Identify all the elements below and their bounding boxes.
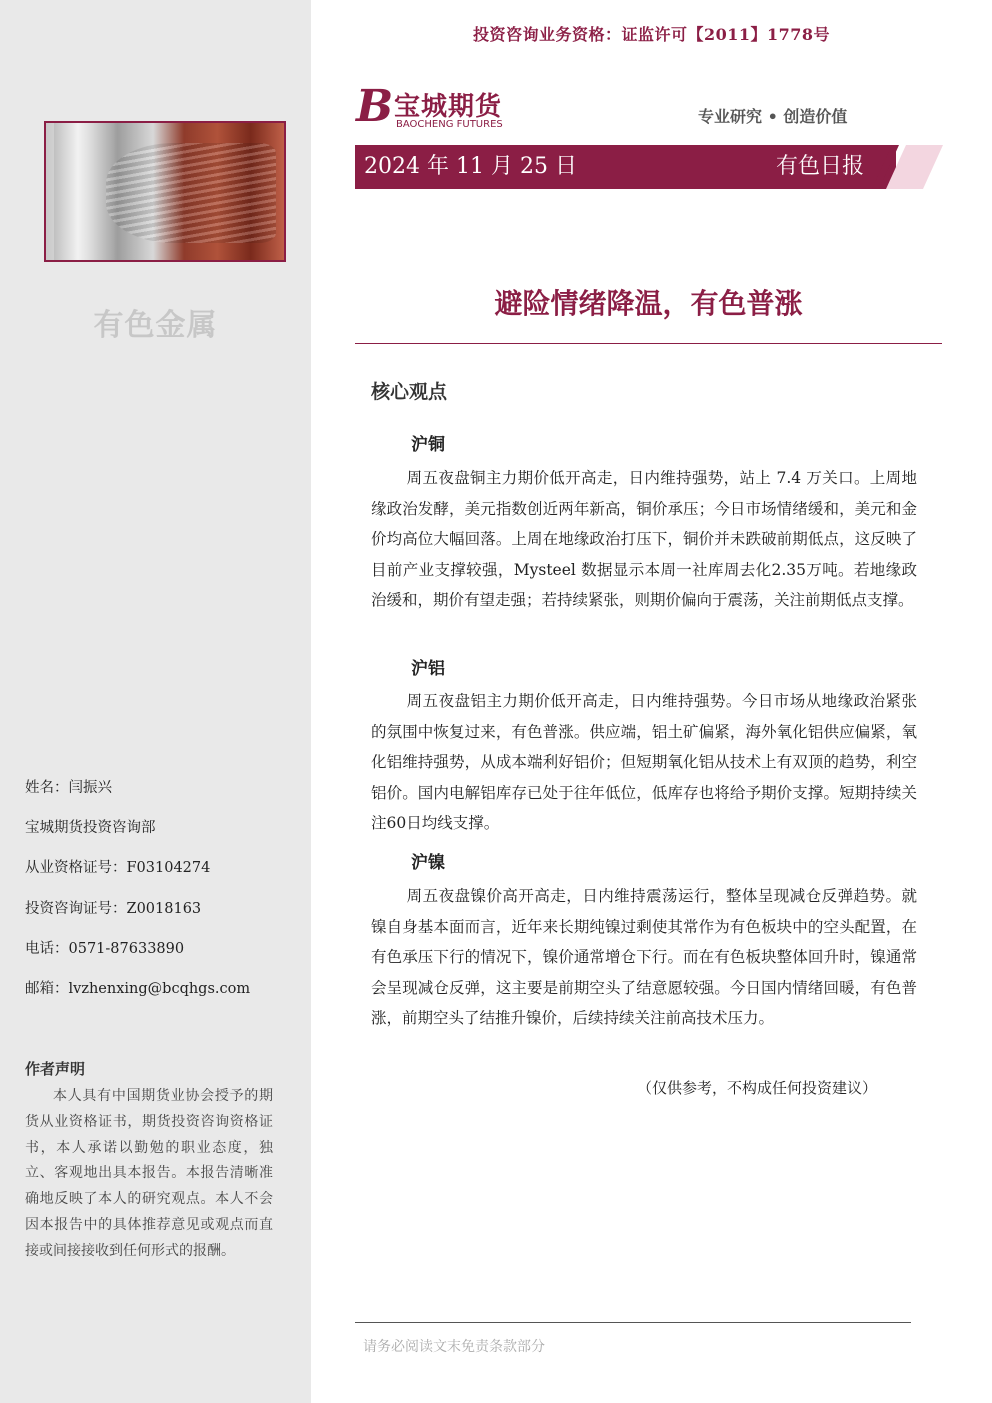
company-slogan: 专业研究 • 创造价值 (698, 107, 848, 126)
report-headline: 避险情绪降温，有色普涨 (494, 287, 803, 320)
analyst-email: 邮箱：lvzhenxing@bcqhgs.com (25, 980, 251, 997)
analyst-contact (25, 778, 250, 1019)
report-date: 2024 年 11 月 25 日 (364, 154, 577, 179)
logo-chinese-name: 宝城期货 (394, 92, 503, 122)
analyst-department: 宝城期货投资咨询部 (25, 820, 156, 837)
author-statement: 本人具有中国期货业协会授予的期货从业资格证书，期货投资咨询资格证书，本人承诺以勤勉的职业态度，独立、客观地出具本报告。本报告清晰准确地反映了本人的研究观点。本人不会因本报告中的具体推荐意见或观点而直接或间接接收到任何形式的报酬。 (25, 1088, 273, 1259)
footer-divider (355, 1322, 911, 1323)
section-text-nickel: 周五夜盘镍价高开高走，日内维持震荡运行，整体呈现减仓反弹趋势。就镍自身基本面而言，近年来长期纯镍过剩使其常作为有色板块中的空头配置，在有色承压下行的情况下，镍价通常增仓下行。而在有色板块整体回升时，镍通常会呈现减仓反弹，这主要是前期空头了结意愿较强。今日国内情绪回暖，有色普涨，前期空头了结推升镍价，后续持续关注前高技术压力。 (371, 887, 917, 1028)
section-text-aluminum: 周五夜盘铝主力期价低开高走，日内维持强势。今日市场从地缘政治紧张的氛围中恢复过来，有色普涨。供应端，铝土矿偏紧，海外氧化铝供应偏紧，氧化铝维持强势，从成本端利好铝价；但短期氧化铝从技术上有双顶的趋势，利空铝价。国内电解铝库存已处于往年低位，低库存也将给予期价支撑。短期持续关注60日均线支撑。 (371, 692, 917, 833)
report-banner (355, 145, 896, 189)
logo-mark-icon: B (356, 81, 394, 132)
sidebar (0, 0, 311, 1403)
qualification-line: 投资咨询业务资格：证监许可【2011】1778号 (472, 25, 831, 44)
analyst-name: 姓名：闫振兴 (25, 780, 112, 796)
cover-image-copper-coil (106, 143, 276, 243)
sector-title: 有色金属 (93, 308, 218, 343)
analyst-license: 从业资格证号：F03104274 (25, 860, 211, 877)
headline-divider (355, 343, 942, 344)
section-title-aluminum: 沪铝 (411, 659, 445, 679)
footer-note: 请务必阅读文末免责条款部分 (363, 1339, 545, 1355)
cover-image (44, 121, 286, 262)
company-logo (356, 81, 526, 134)
section-title-copper: 沪铜 (411, 435, 445, 455)
section-title-nickel: 沪镍 (411, 853, 445, 873)
banner-stripes-decoration (848, 145, 943, 189)
author-statement-title: 作者声明 (25, 1060, 86, 1078)
section-text-copper: 周五夜盘铜主力期价低开高走，日内维持强势，站上 7.4 万关口。上周地缘政治发酵，美元指数创近两年新高，铜价承压；今日市场情绪缓和，美元和金价均高位大幅回落。上周在地缘政治打压下，铜价并未跌破前期低点，这反映了目前产业支撑较强，Mysteel 数据显示本周一社库周去化2.35万吨。若地缘政治缓和，期价有望走强；若持续紧张，则期价偏向于震荡，关注前期低点支撑。 (371, 469, 917, 610)
report-type: 有色日报 (775, 154, 864, 179)
investment-disclaimer: （仅供参考，不构成任何投资建议） (637, 1079, 878, 1097)
analyst-phone: 电话：0571-87633890 (25, 940, 185, 957)
analyst-consult-license: 投资咨询证号：Z0018163 (25, 900, 202, 917)
core-view-title: 核心观点 (371, 381, 448, 403)
logo-english-name: BAOCHENG FUTURES (396, 119, 503, 130)
cover-image-cylinder (54, 123, 114, 262)
